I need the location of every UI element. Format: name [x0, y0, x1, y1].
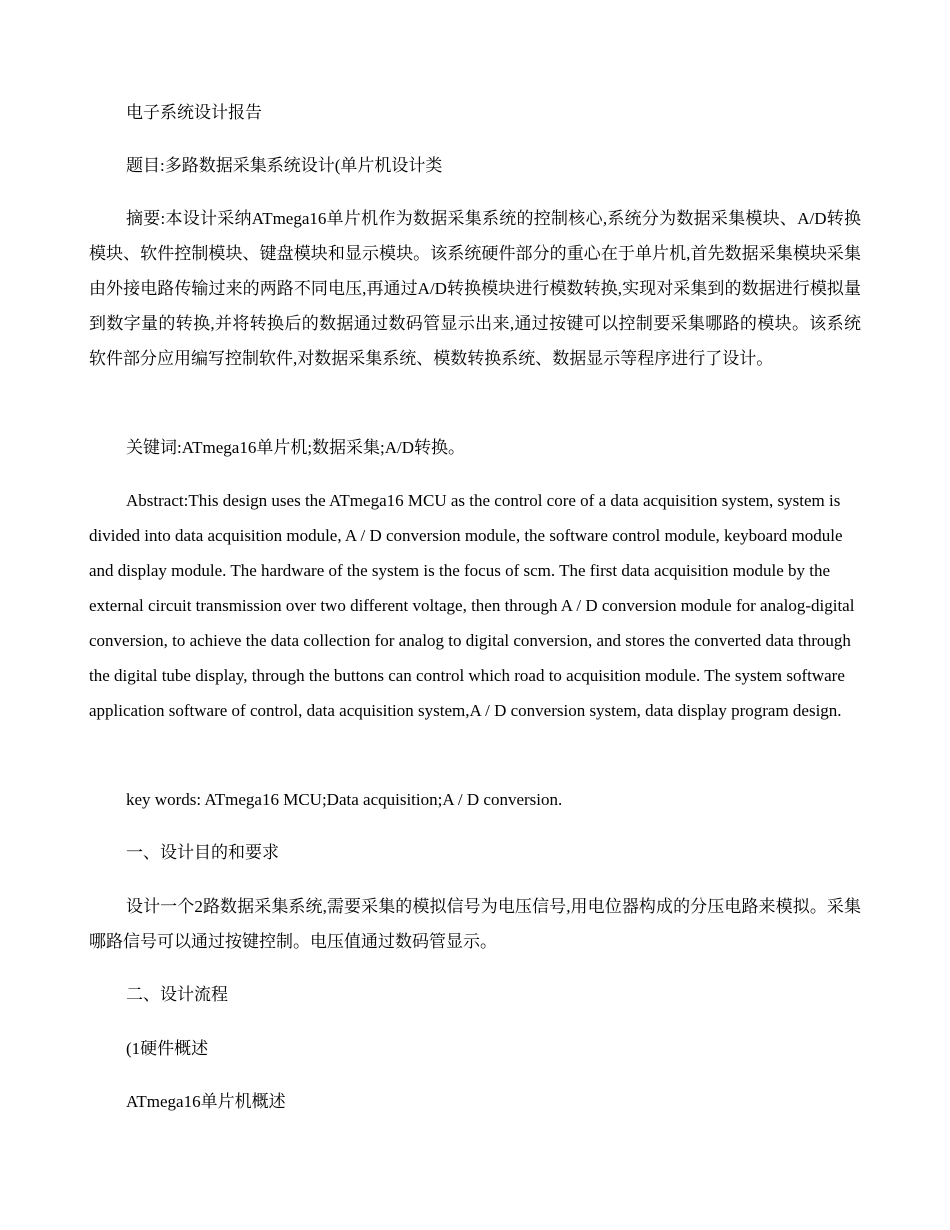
- abstract-english: Abstract:This design uses the ATmega16 MCU as the control core of a data acquisition system, system is divided into data acquisition module, A / D conversion module, the software control module, keyboard module and display module. The hardware of the system is the focus of scm. The first data acquisition module by the external circuit transmission over two different voltage, then through A / D conversion module for analog-digital conversion, to achieve the data collection for analog to digital conversion, and stores the converted data through the digital tube display, through the buttons can control which road to acquisition module. The system software application software of control, data acquisition system,A / D conversion system, data display program design.: [89, 491, 855, 720]
- document-subject: 题目:多路数据采集系统设计(单片机设计类: [126, 156, 443, 175]
- section-heading-flow: 二、设计流程: [126, 985, 228, 1004]
- abstract-chinese: 摘要:本设计采纳ATmega16单片机作为数据采集系统的控制核心,系统分为数据采集模块、A/D转换模块、软件控制模块、键盘模块和显示模块。该系统硬件部分的重心在于单片机,首先数据采集模块采集由外接电路传输过来的两路不同电压,再通过A/D转换模块进行模数转换,实现对采集到的数据进行模拟量到数字量的转换,并将转换后的数据通过数码管显示出来,通过按键可以控制要采集哪路的模块。该系统软件部分应用编写控制软件,对数据采集系统、模数转换系统、数据显示等程序进行了设计。: [89, 209, 861, 368]
- section-body-purpose: 设计一个2路数据采集系统,需要采集的模拟信号为电压信号,用电位器构成的分压电路来模拟。采集哪路信号可以通过按键控制。电压值通过数码管显示。: [89, 897, 861, 951]
- keywords-chinese: 关键词:ATmega16单片机;数据采集;A/D转换。: [126, 438, 466, 457]
- section-heading-purpose: 一、设计目的和要求: [126, 843, 279, 862]
- keywords-english: key words: ATmega16 MCU;Data acquisition;A / D conversion.: [126, 790, 563, 809]
- subsubsection-heading-mcu: ATmega16单片机概述: [126, 1092, 286, 1111]
- document-title: 电子系统设计报告: [126, 103, 262, 122]
- subsection-heading-hardware: (1硬件概述: [126, 1039, 209, 1058]
